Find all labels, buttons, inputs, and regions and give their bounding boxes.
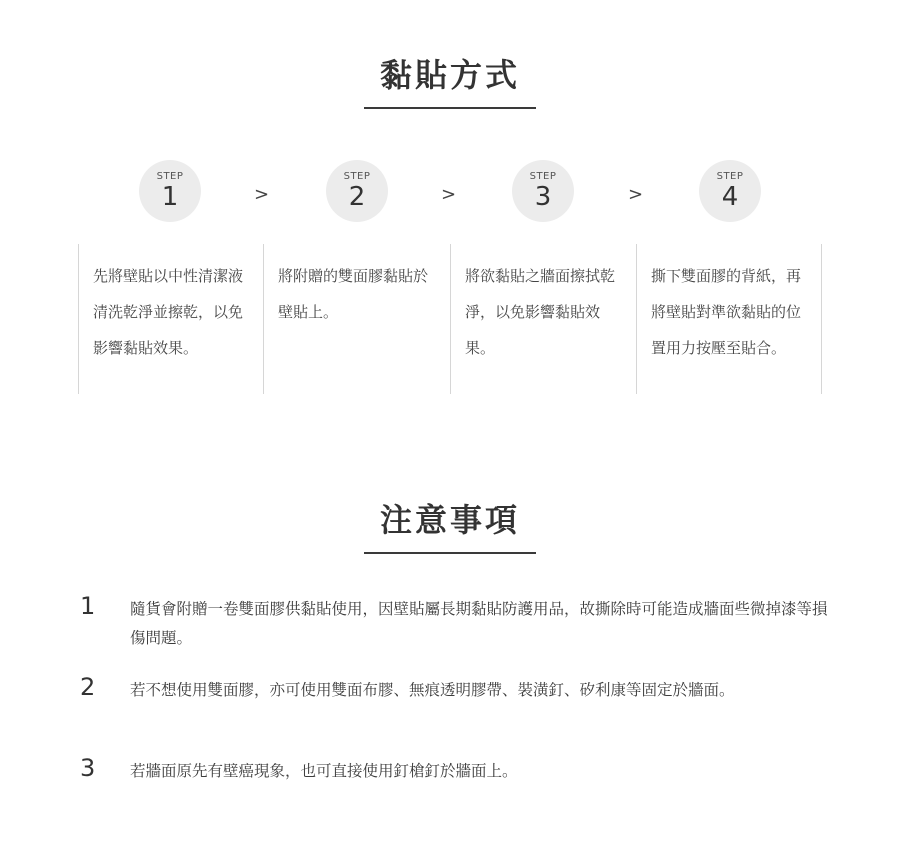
step-label: STEP — [156, 171, 184, 182]
step-arrow-icon: > — [254, 184, 270, 205]
column-divider — [821, 244, 822, 394]
step-arrow-icon: > — [628, 184, 644, 205]
section-title-text: 黏貼方式 — [379, 56, 520, 94]
step-description-1 — [78, 244, 262, 394]
note-number: 3 — [80, 754, 96, 782]
section-title-notes — [0, 500, 900, 554]
step-number: 1 — [161, 182, 179, 212]
step-label: STEP — [716, 171, 744, 182]
step-number: 3 — [534, 182, 552, 212]
step-number: 2 — [348, 182, 366, 212]
step-description-text: 撕下雙面膠的背紙，再將壁貼對準欲黏貼的位置用力按壓至貼合。 — [651, 267, 802, 357]
step-description-text: 將附贈的雙面膠黏貼於壁貼上。 — [278, 267, 429, 321]
note-number: 2 — [80, 673, 96, 701]
step-label: STEP — [343, 171, 371, 182]
step-badge-1 — [139, 160, 201, 222]
step-badge-4 — [699, 160, 761, 222]
step-description-3 — [450, 244, 634, 394]
title-underline — [364, 107, 536, 109]
step-description-4 — [636, 244, 820, 394]
note-number: 1 — [80, 592, 96, 620]
step-label: STEP — [529, 171, 557, 182]
note-text: 隨貨會附贈一卷雙面膠供黏貼使用，因壁貼屬長期黏貼防護用品，故撕除時可能造成牆面些微掉漆等損傷問題。 — [130, 600, 828, 647]
step-arrow-icon: > — [441, 184, 457, 205]
step-description-text: 將欲黏貼之牆面擦拭乾淨，以免影響黏貼效果。 — [465, 267, 616, 357]
step-description-text: 先將壁貼以中性清潔液清洗乾淨並擦乾，以免影響黏貼效果。 — [93, 267, 244, 357]
step-number: 4 — [721, 182, 739, 212]
step-badge-3 — [512, 160, 574, 222]
title-underline — [364, 552, 536, 554]
step-description-2 — [263, 244, 447, 394]
note-text: 若不想使用雙面膠，亦可使用雙面布膠、無痕透明膠帶、裝潢釘、矽利康等固定於牆面。 — [130, 681, 735, 699]
section-title-text: 注意事項 — [379, 501, 520, 539]
step-badge-2 — [326, 160, 388, 222]
section-title-application — [0, 55, 900, 109]
note-text: 若牆面原先有壁癌現象，也可直接使用釘槍釘於牆面上。 — [130, 762, 518, 780]
